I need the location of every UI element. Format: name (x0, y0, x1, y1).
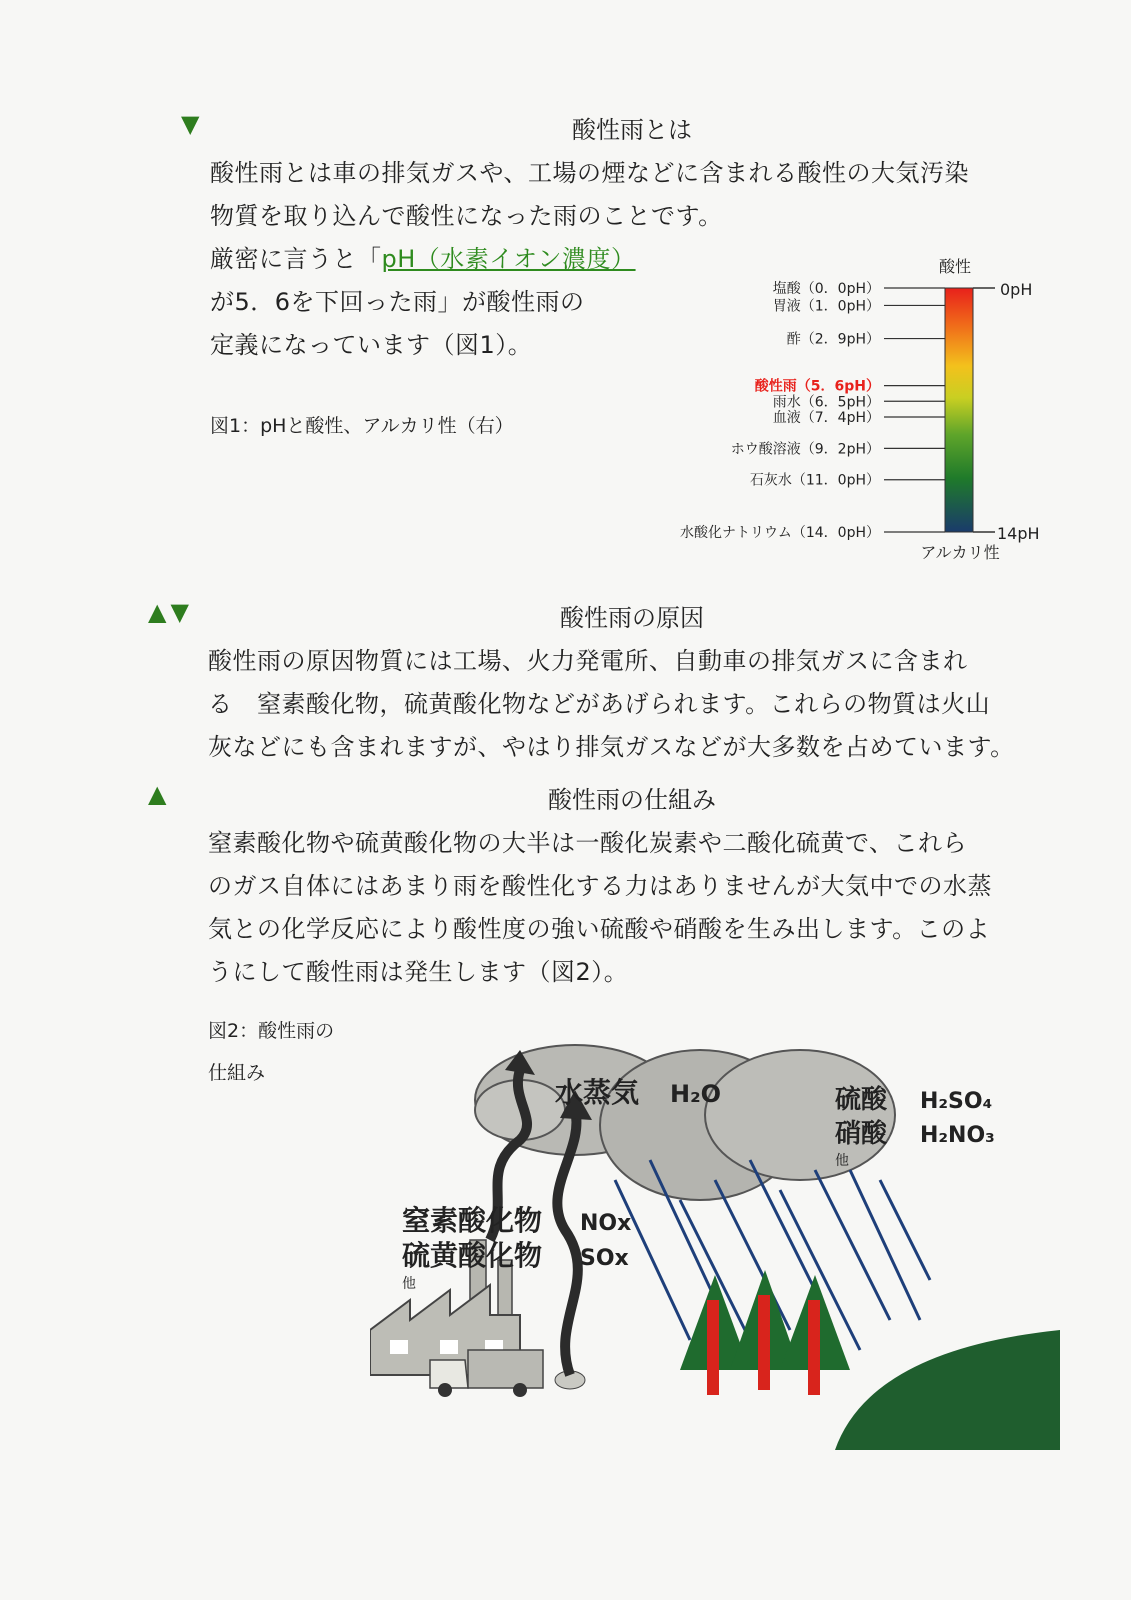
alkaline-label: アルカリ性 (920, 543, 1000, 562)
scale-top-label: 0pH (1000, 280, 1033, 299)
ph-item-label: 水酸化ナトリウム（14．0pH） (680, 525, 880, 541)
ph-item-label: ホウ酸溶液（9．2pH） (730, 441, 880, 458)
ph-item-label: 雨水（6．5pH） (772, 394, 880, 411)
ph-item-label: 胃液（1．0pH） (772, 298, 880, 315)
oxide1-formula: NOx (580, 1211, 632, 1236)
paragraph-line: 酸性雨とは車の排気ガスや、工場の煙などに含まれる酸性の大気汚染 (210, 159, 970, 187)
paragraph-line: うにして酸性雨は発生します（図2）。 (208, 958, 629, 986)
caption-line: 仕組み (208, 1062, 266, 1084)
paragraph-line: のガス自体にはあまり雨を酸性化する力はありませんが大気中での水蒸 (208, 872, 992, 900)
ph-item-label: 石灰水（11．0pH） (749, 472, 880, 489)
section-2-body (208, 640, 1098, 769)
paragraph-line: 窒素酸化物や硫黄酸化物の大半は一酸化炭素や二酸化硫黄で、これら (208, 829, 968, 857)
figure-2-caption (208, 1010, 334, 1094)
ph-chart (640, 250, 1080, 580)
paragraph-line: 物質を取り込んで酸性になった雨のことです。 (210, 202, 723, 230)
section-title-3: 酸性雨の仕組み (548, 786, 716, 814)
ph-item-label: 血液（7．4pH） (772, 409, 880, 426)
acid-rain-illustration (370, 1030, 1080, 1460)
vapor-label: 水蒸気 (555, 1076, 640, 1109)
vapor-formula: H₂O (670, 1080, 721, 1108)
down-arrow-icon[interactable]: ▼ (181, 110, 204, 138)
paragraph-line: 気との化学反応により酸性度の強い硫酸や硝酸を生み出します。このよ (208, 915, 991, 943)
oxide2-label: 硫黄酸化物 (402, 1239, 543, 1272)
section-nav (148, 598, 193, 626)
paragraph-line: 酸性雨の原因物質には工場、火力発電所、自動車の排気ガスに含まれ (208, 647, 968, 675)
down-arrow-icon[interactable]: ▼ (170, 598, 193, 626)
definition-prefix: 厳密に言うと「 (210, 245, 382, 273)
acid1-label: 硫酸 (835, 1085, 888, 1115)
oxide1-label: 窒素酸化物 (402, 1204, 543, 1237)
paragraph-line: 灰などにも含まれますが、やはり排気ガスなどが大多数を占めています。 (208, 733, 1015, 761)
acid2-formula: H₂NO₃ (920, 1123, 995, 1148)
definition-line-3: 定義になっています（図1）。 (210, 331, 533, 359)
ph-link[interactable]: pH（水素イオン濃度） (381, 245, 636, 273)
section-nav (181, 110, 203, 138)
figure-1-caption: 図1：pHと酸性、アルカリ性（右） (210, 415, 514, 437)
tree-icon (680, 1270, 850, 1395)
up-arrow-icon[interactable]: ▲ (148, 780, 171, 808)
section-title-1: 酸性雨とは (572, 116, 692, 144)
acid2-label: 硝酸 (835, 1119, 888, 1149)
ph-items (680, 281, 945, 541)
cloud-icon (475, 1045, 895, 1200)
section-3-body (208, 822, 1098, 994)
hill-shape (835, 1330, 1060, 1450)
acid-label: 酸性 (938, 257, 972, 276)
ph-item-label: 酢（2．9pH） (786, 331, 880, 348)
definition-line-2: が5．6を下回った雨」が酸性雨の (210, 288, 585, 316)
ph-item-label: 塩酸（0．0pH） (772, 281, 880, 297)
section-nav (148, 780, 170, 808)
oxide2-formula: SOx (580, 1246, 629, 1271)
acid-other: 他 (835, 1153, 849, 1169)
ph-gradient-bar (945, 288, 973, 532)
acid1-formula: H₂SO₄ (920, 1089, 993, 1114)
ph-item-label: 酸性雨（5．6pH） (754, 378, 880, 395)
section-title-2: 酸性雨の原因 (560, 604, 704, 632)
oxide-other: 他 (402, 1276, 416, 1292)
up-arrow-icon[interactable]: ▲ (148, 598, 171, 626)
paragraph-line: る 窒素酸化物，硫黄酸化物などがあげられます。これらの物質は火山 (208, 690, 991, 718)
caption-line: 図2：酸性雨の (208, 1020, 335, 1042)
scale-bottom-label: 14pH (997, 524, 1040, 543)
